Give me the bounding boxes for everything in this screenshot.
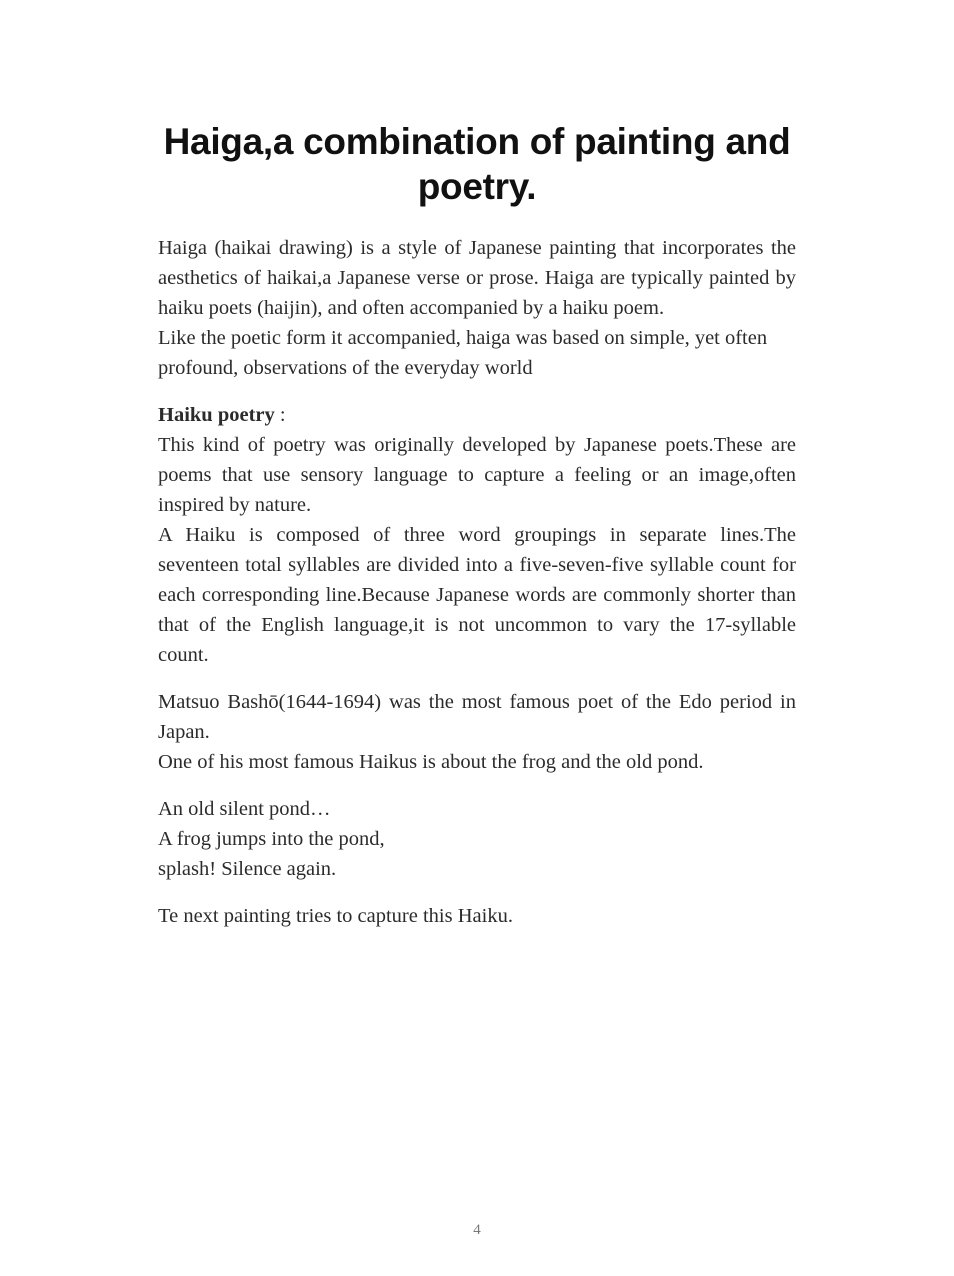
haiku-paragraph-1: This kind of poetry was originally developed by Japanese poets.These are poems that use sensory language to capture a feeling or an image,often inspired by nature. [158,434,796,516]
page-number: 4 [473,1222,481,1238]
haiku-heading-line [158,400,796,430]
poem-line-3: splash! Silence again. [158,858,337,880]
haiku-heading: Haiku poetry [158,404,275,426]
intro-paragraph-1: Haiga (haikai drawing) is a style of Japanese painting that incorporates the aesthetics of haikai,a Japanese verse or prose. Haiga are typically painted by haiku poets (haijin), and often accompanied by a haiku poem. [158,237,796,319]
body-text [158,233,796,931]
haiku-heading-colon: : [274,404,286,426]
page-title: Haiga,a combination of painting and poetry. [163,121,791,207]
basho-paragraph-1: Matsuo Bashō(1644-1694) was the most famous poet of the Edo period in Japan. [158,691,796,743]
haiku-paragraph-2: A Haiku is composed of three word groupings in separate lines.The seventeen total syllables are divided into a five-seven-five syllable count for each corresponding line.Because Japanese words are commonly shorter than that of the English language,it is not uncommon to vary the 17-syllable count. [158,524,796,666]
intro-paragraph-2: Like the poetic form it accompanied, haiga was based on simple, yet often profound, observations of the everyday world [158,327,768,379]
closing-line: Te next painting tries to capture this Haiku. [158,905,513,927]
poem-line-2: A frog jumps into the pond, [158,828,385,850]
poem-line-1: An old silent pond… [158,798,331,820]
basho-paragraph-2: One of his most famous Haikus is about the frog and the old pond. [158,751,704,773]
